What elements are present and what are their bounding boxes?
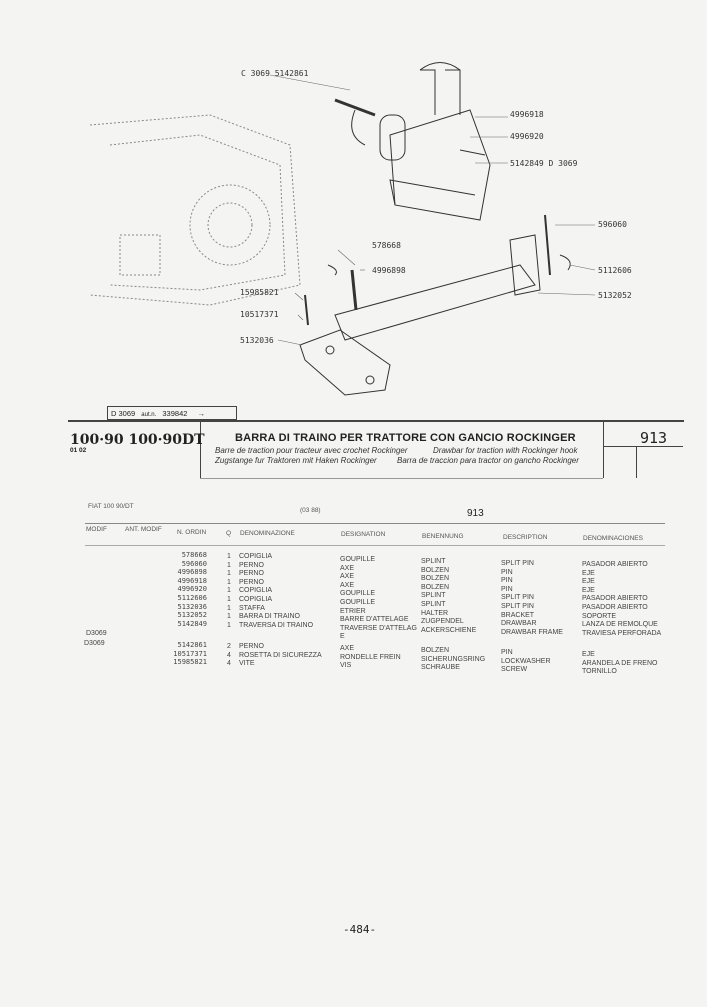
part-number: 5132036 (177, 602, 207, 611)
callout-4996918: 4996918 (510, 110, 544, 119)
quantity: 1 (227, 613, 231, 621)
rows-b-french (340, 645, 401, 671)
callout-578668: 578668 (372, 241, 401, 250)
name-italian: COPIGLIA (239, 587, 273, 595)
name-german: ZUGPENDEL (421, 618, 464, 626)
name-french: TRAVERSE D'ATTELAG (340, 624, 417, 632)
name-english: PIN (501, 577, 513, 585)
table-date: (03 88) (300, 507, 321, 514)
row-b-modif: D3069 (84, 640, 105, 647)
rows-a-english (501, 560, 563, 637)
name-english: PIN (501, 585, 513, 593)
name-french: GOUPILLE (340, 598, 376, 606)
page-title: BARRA DI TRAINO PER TRATTORE CON GANCIO ROCKINGER (235, 432, 576, 444)
rows-a-french (340, 556, 417, 642)
quantity: 4 (227, 651, 231, 659)
name-english: SPLIT PIN (501, 602, 534, 610)
callout-596060: 596060 (598, 220, 627, 229)
rows-b-modif (84, 640, 105, 649)
col-benennung: BENENNUNG (422, 533, 464, 540)
col-qty: Q (226, 530, 232, 537)
name-french: AXE (340, 564, 355, 572)
name-italian: PERNO (239, 578, 264, 586)
quantity: 2 (227, 643, 231, 650)
name-french: AXE (340, 645, 355, 652)
title-french: Barre de traction pour tracteur avec crochet Rockinger (215, 446, 408, 455)
name-english: SPLIT PIN (501, 560, 534, 567)
name-german: BOLZEN (421, 566, 450, 574)
name-german: BOLZEN (421, 575, 450, 583)
name-spanish: TORNILLO (582, 668, 617, 676)
name-spanish: EJE (582, 651, 595, 658)
name-english: PIN (501, 649, 513, 656)
name-spanish: ARANDELA DE FRENO (582, 659, 658, 667)
name-french: RONDELLE FREIN (340, 653, 401, 661)
footer-page-number: -484- (343, 923, 377, 936)
row-a-modif (86, 613, 107, 622)
table-ref-number: 913 (467, 508, 484, 519)
name-german: BOLZEN (421, 647, 450, 654)
name-italian: COPIGLIA (239, 553, 273, 560)
rows-b-italian (239, 643, 322, 669)
callout-4996898: 4996898 (372, 266, 406, 275)
name-french: ETRIER (340, 607, 366, 615)
callout-15985821: 15985821 (240, 288, 279, 297)
name-english: SCREW (501, 666, 528, 674)
name-english: SPLIT PIN (501, 594, 534, 602)
name-english: DRAWBAR (501, 620, 537, 628)
drawbar-drawing (305, 215, 570, 340)
quantity: 1 (227, 553, 231, 560)
part-number: 5142849 (177, 619, 207, 628)
name-italian: PERNO (239, 643, 264, 650)
name-english: PIN (501, 568, 513, 576)
name-french: VIS (340, 662, 352, 670)
rows-a-spanish (582, 561, 661, 638)
part-number: 15985821 (173, 658, 207, 667)
name-english: BRACKET (501, 611, 535, 619)
name-spanish: TRAVIESA PERFORADA (582, 629, 662, 637)
title-german: Zugstange fur Traktoren mit Haken Rockinger (215, 456, 377, 465)
name-french: AXE (340, 573, 355, 581)
part-number: 4996920 (177, 585, 207, 594)
name-spanish: PASADOR ABIERTO (582, 561, 648, 568)
row-a-modif (86, 570, 107, 579)
row-a-modif (86, 553, 107, 562)
name-spanish: SOPORTE (582, 612, 617, 620)
name-english: DRAWBAR FRAME (501, 628, 563, 636)
name-french: BARRE D'ATTELAGE (340, 616, 409, 624)
callout-5132036: 5132036 (240, 336, 274, 345)
name-german: ACKERSCHIENE (421, 626, 477, 634)
quantity: 1 (227, 561, 231, 569)
name-spanish: EJE (582, 569, 595, 577)
name-french: GOUPILLE (340, 590, 376, 598)
name-german: HALTER (421, 609, 449, 617)
quantity: 1 (227, 604, 231, 612)
row-a-modif (86, 562, 107, 571)
rows-a-qty (227, 553, 231, 630)
name-german: SICHERUNGSRING (421, 655, 486, 663)
part-number: 5132052 (177, 611, 207, 620)
name-german: SCHRAUBE (421, 664, 460, 672)
row-a-modif (86, 587, 107, 596)
col-designation: DESIGNATION (341, 531, 386, 538)
quantity: 1 (227, 621, 231, 629)
name-english: LOCKWASHER (501, 657, 551, 665)
drawbar-frame-drawing (335, 63, 490, 221)
quantity: 1 (227, 595, 231, 603)
tractor-housing-drawing (90, 115, 300, 305)
drawing-code: D 3069 (111, 409, 136, 418)
model-numbers: 100·90 100·90DT (70, 432, 205, 448)
part-number: 4996918 (177, 576, 207, 585)
drawing-arrow: → (197, 409, 206, 418)
rows-b-english (501, 649, 551, 675)
name-italian: BARRA DI TRAINO (239, 613, 300, 621)
name-italian: ROSETTA DI SICUREZZA (239, 651, 322, 659)
callout-5112606: 5112606 (598, 266, 632, 275)
rows-b-qty (227, 643, 231, 669)
name-german: SPLINT (421, 558, 446, 565)
callout-10517371: 10517371 (240, 310, 279, 319)
col-denominaciones: DENOMINACIONES (583, 535, 643, 542)
callout-5142849: 5142849 D 3069 (510, 159, 578, 168)
drawing-reference-box (107, 406, 237, 420)
name-italian: TRAVERSA DI TRAINO (239, 621, 314, 629)
table-model-ref: FIAT 100 90/DT (88, 503, 134, 510)
col-ant-modif: ANT. MODIF (125, 526, 162, 533)
col-denominazione: DENOMINAZIONE (240, 530, 295, 537)
row-a-modif (86, 596, 107, 605)
drawing-number: 339842 (162, 409, 188, 418)
drawing-auto-label: aut.n. (141, 412, 157, 418)
name-german: SPLINT (421, 600, 446, 608)
quantity: 1 (227, 587, 231, 595)
quantity: 1 (227, 578, 231, 586)
row-a-modif (86, 579, 107, 588)
part-number: 5112606 (177, 593, 207, 602)
rows-a-italian (239, 553, 313, 630)
rows-b-parts (167, 641, 207, 667)
title-spanish: Barra de traccion para tractor on gancho Rockinger (397, 456, 579, 465)
name-italian: STAFFA (239, 604, 265, 612)
part-number: 596060 (181, 559, 207, 568)
name-spanish: PASADOR ABIERTO (582, 595, 648, 603)
col-n-ordin: N. ORDIN (177, 529, 207, 536)
name-spanish: EJE (582, 586, 595, 594)
name-spanish: PASADOR ABIERTO (582, 603, 648, 611)
name-italian: PERNO (239, 561, 264, 569)
part-number: 578668 (181, 551, 207, 559)
name-german: SPLINT (421, 592, 446, 600)
part-number: 5142861 (177, 641, 207, 649)
name-german: BOLZEN (421, 583, 450, 591)
col-description: DESCRIPTION (503, 534, 548, 541)
col-modif: MODIF (86, 526, 107, 533)
name-french: GOUPILLE (340, 556, 376, 563)
name-french: E (340, 633, 345, 641)
exploded-parts-drawing (90, 55, 650, 415)
callout-4996920: 4996920 (510, 132, 544, 141)
name-italian: VITE (239, 660, 255, 668)
row-a-modif (86, 622, 107, 631)
rows-a-modif (86, 553, 107, 639)
name-french: AXE (340, 581, 355, 589)
name-spanish: LANZA DE REMOLQUE (582, 621, 658, 629)
name-italian: COPIGLIA (239, 595, 273, 603)
title-english: Drawbar for traction with Rockinger hook (433, 446, 578, 455)
name-italian: PERNO (239, 570, 264, 578)
rows-a-parts (172, 551, 207, 628)
callout-5132052: 5132052 (598, 291, 632, 300)
quantity: 1 (227, 570, 231, 578)
part-number: 10517371 (173, 649, 207, 658)
name-spanish: EJE (582, 578, 595, 586)
table-number: 913 (640, 429, 668, 447)
row-a-modif (86, 605, 107, 614)
row-a-modif: D3069 (86, 630, 107, 638)
rows-b-spanish (582, 651, 657, 677)
rows-a-german (421, 558, 476, 635)
callout-5142861: C 3069 5142861 (241, 69, 309, 78)
quantity: 4 (227, 660, 231, 668)
part-number: 4996898 (177, 568, 207, 577)
edition-code: 01 02 (70, 447, 87, 454)
rows-b-german (421, 647, 485, 673)
